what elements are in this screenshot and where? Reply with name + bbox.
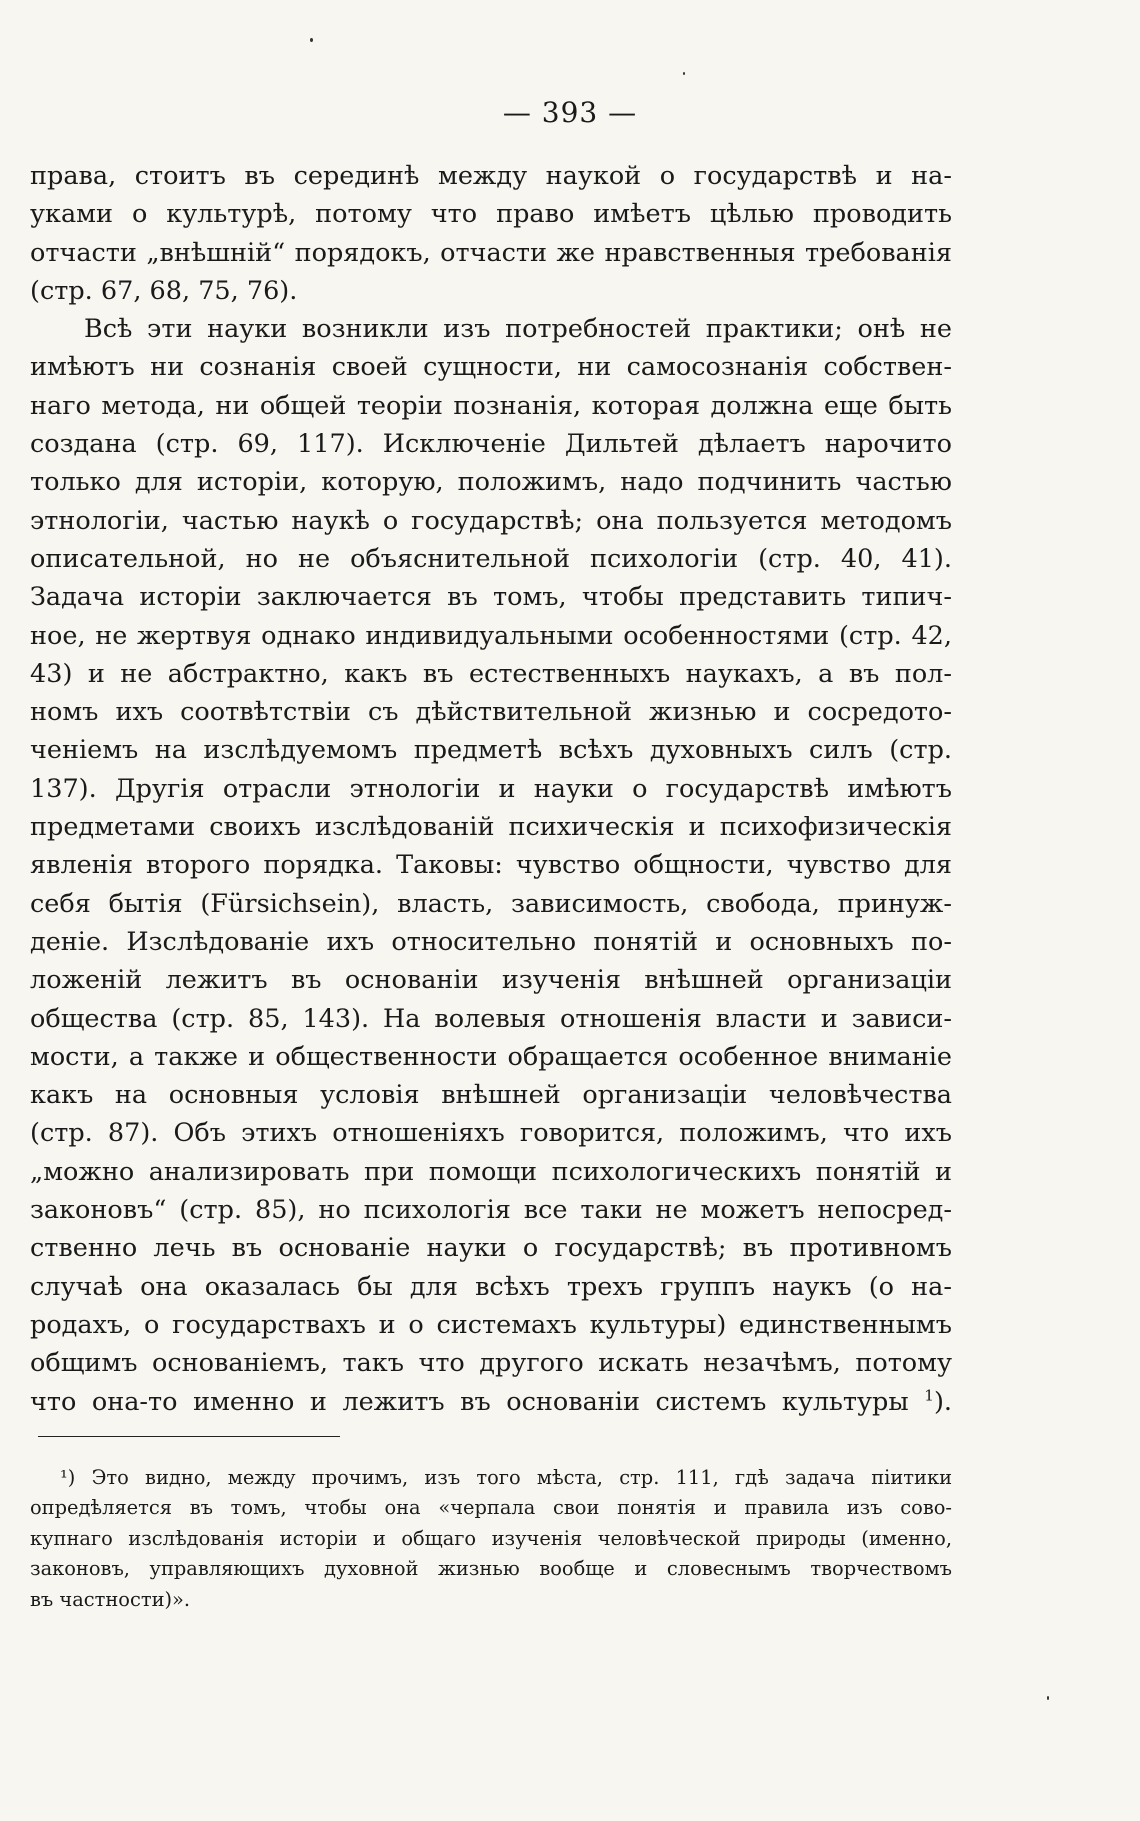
- final-punctuation: ).: [933, 1386, 953, 1417]
- text-line: себя бытія (Fürsichsein), власть, зависимость, свобода, принуж-: [30, 888, 952, 919]
- ink-speck: [1047, 1696, 1049, 1700]
- text-line: ченіемъ на изслѣдуемомъ предметѣ всѣхъ духовныхъ силъ (стр.: [30, 735, 952, 766]
- text-line: только для исторіи, которую, положимъ, надо подчинить частью: [30, 467, 952, 498]
- text-line: Задача исторіи заключается въ томъ, чтобы представить типич-: [30, 582, 952, 613]
- footnote-line: въ частности)».: [30, 1587, 191, 1611]
- text-line: предметами своихъ изслѣдованій психическія и психофизическія: [30, 812, 952, 843]
- text-line: ложеній лежитъ въ основаніи изученія внѣшней организаціи: [30, 965, 952, 996]
- text-line: уками о культурѣ, потому что право имѣетъ цѣлью проводить: [30, 199, 952, 230]
- text-line: номъ ихъ соотвѣтствіи съ дѣйствительной жизнью и сосредото-: [30, 697, 952, 728]
- text-line: общества (стр. 85, 143). На волевыя отношенія власти и зависи-: [30, 1003, 952, 1034]
- text-line-final: [30, 1383, 952, 1421]
- page-number: — 393 —: [502, 96, 638, 129]
- text-line: ное, не жертвуя однако индивидуальными особенностями (стр. 42,: [30, 620, 952, 651]
- text-line: Всѣ эти науки возникли изъ потребностей практики; онѣ не: [84, 314, 952, 345]
- text-line: создана (стр. 69, 117). Исключеніе Дильтей дѣлаетъ нарочито: [30, 429, 952, 460]
- text-line: деніе. Изслѣдованіе ихъ относительно понятій и основныхъ по-: [30, 926, 952, 957]
- text-line: (стр. 87). Объ этихъ отношеніяхъ говорится, положимъ, что ихъ: [30, 1118, 952, 1149]
- ink-speck: [310, 38, 313, 42]
- text-line: случаѣ она оказалась бы для всѣхъ трехъ группъ наукъ (о на-: [30, 1271, 952, 1302]
- text-line: (стр. 67, 68, 75, 76).: [30, 275, 298, 306]
- text-line: имѣютъ ни сознанія своей сущности, ни самосознанія собствен-: [30, 352, 952, 383]
- text-line: явленія второго порядка. Таковы: чувство общности, чувство для: [30, 850, 952, 881]
- text-line: общимъ основаніемъ, такъ что другого искать незачѣмъ, потому: [30, 1348, 952, 1379]
- text-line: наго метода, ни общей теоріи познанія, которая должна еще быть: [30, 390, 952, 421]
- main-text: [30, 157, 952, 1421]
- footnote-reference[interactable]: 1: [924, 1386, 934, 1404]
- text-line: какъ на основныя условія внѣшней организаціи человѣчества: [30, 1080, 952, 1111]
- text-line: описательной, но не объяснительной психологіи (стр. 40, 41).: [30, 543, 952, 574]
- text-line: 137). Другія отрасли этнологіи и науки о государствѣ имѣютъ: [30, 773, 952, 804]
- text-line-final-words: что она-то именно и лежитъ въ основаніи системъ культуры: [30, 1386, 909, 1417]
- footnote-line: ¹) Это видно, между прочимъ, изъ того мѣста, стр. 111, гдѣ задача піитики: [60, 1466, 952, 1489]
- footnote-line: законовъ, управляющихъ духовной жизнью вообще и словеснымъ творчествомъ: [30, 1557, 952, 1581]
- text-line: отчасти „внѣшній“ порядокъ, отчасти же нравственныя требованія: [30, 237, 952, 268]
- ink-speck: [683, 72, 685, 75]
- text-line: права, стоитъ въ серединѣ между наукой о государствѣ и на-: [30, 161, 952, 191]
- footnote: [30, 1463, 952, 1615]
- text-line: законовъ“ (стр. 85), но психологія все таки не можетъ непосред-: [30, 1195, 952, 1226]
- text-line: мости, а также и общественности обращается особенное вниманіе: [30, 1041, 952, 1072]
- text-line: „можно анализировать при помощи психологическихъ понятій и: [30, 1156, 952, 1187]
- text-line: ственно лечь въ основаніе науки о государствѣ; въ противномъ: [30, 1233, 952, 1264]
- footnote-line: опредѣляется въ томъ, чтобы она «черпала свои понятія и правила изъ сово-: [30, 1496, 952, 1520]
- footnote-line: купнаго изслѣдованія исторіи и общаго изученія человѣческой природы (именно,: [30, 1526, 952, 1550]
- footnote-separator: [38, 1436, 340, 1437]
- text-line: 43) и не абстрактно, какъ въ естественныхъ наукахъ, а въ пол-: [30, 658, 952, 689]
- text-line: этнологіи, частью наукѣ о государствѣ; она пользуется методомъ: [30, 505, 952, 536]
- text-line: родахъ, о государствахъ и о системахъ культуры) единственнымъ: [30, 1309, 952, 1340]
